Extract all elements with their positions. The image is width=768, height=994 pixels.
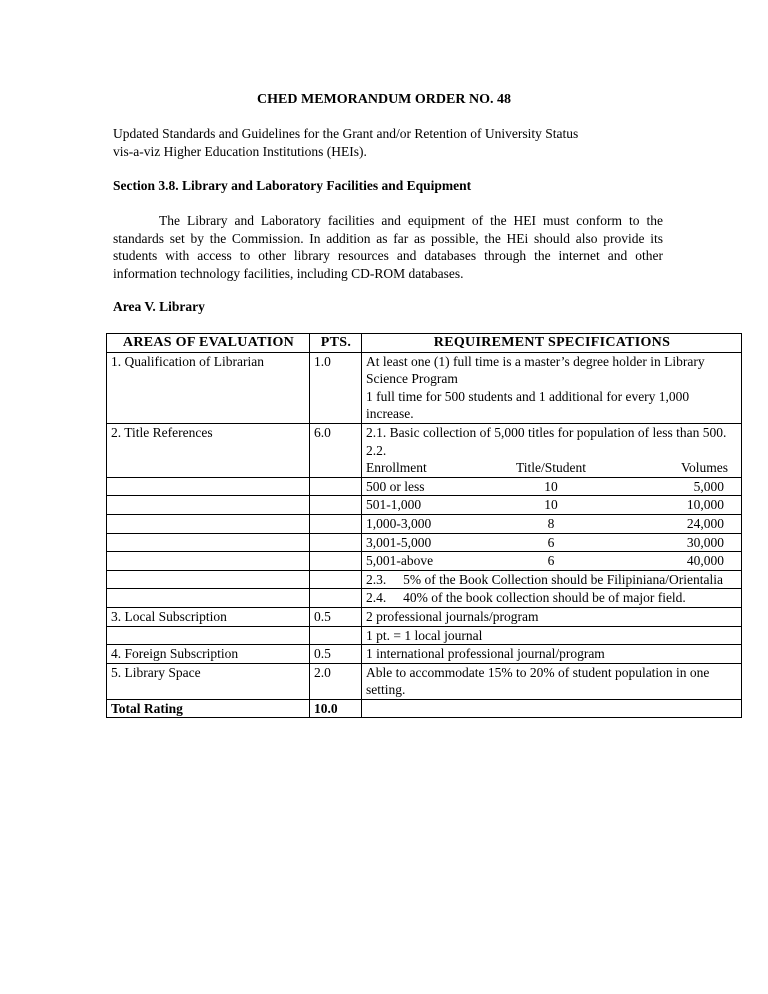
requirement-cell: 2.4. 40% of the book collection should be of major field. <box>362 589 742 608</box>
table-row <box>107 552 742 571</box>
table-row <box>107 423 742 477</box>
table-row <box>107 514 742 533</box>
volumes-value: 24,000 <box>686 515 724 531</box>
title-student-col-label: Title/Student <box>515 460 587 476</box>
requirement-cell: 2 professional journals/program <box>362 607 742 626</box>
table-row <box>107 477 742 496</box>
enrollment-row <box>366 534 738 552</box>
table-row <box>107 589 742 608</box>
enrollment-row <box>366 515 738 533</box>
table-header-row <box>107 334 742 353</box>
enrollment-value: 500 or less <box>366 478 425 494</box>
title-student-value: 6 <box>547 553 555 569</box>
header-requirements: REQUIREMENT SPECIFICATIONS <box>362 334 742 353</box>
volumes-value: 40,000 <box>686 553 724 569</box>
intro-paragraph-text: The Library and Laboratory facilities and equipment of the HEI must conform to the standards set by the Commission. In addition as far as possible, the HEi should also provide its students with access to other library resources and databases through the internet and other information technology facilities, including CD-ROM databases. <box>113 213 663 281</box>
volumes-value: 30,000 <box>686 534 724 550</box>
subtitle-line-2: vis-a-viz Higher Education Institutions (HEIs). <box>113 143 367 159</box>
requirement-cell: 1 international professional journal/program <box>362 645 742 664</box>
document-title: CHED MEMORANDUM ORDER NO. 48 <box>257 92 511 107</box>
volumes-value: 10,000 <box>686 497 724 513</box>
header-pts: PTS. <box>310 334 362 353</box>
requirement-cell: 2.3. 5% of the Book Collection should be Filipiniana/Orientalia <box>362 570 742 589</box>
pts-cell: 6.0 <box>310 423 362 477</box>
table-row <box>107 645 742 664</box>
pts-cell: 0.5 <box>310 607 362 626</box>
evaluation-table <box>106 333 742 718</box>
enrollment-value: 5,001-above <box>366 553 434 569</box>
enrollment-col-label: Enrollment <box>366 460 427 476</box>
requirement-cell: 1 pt. = 1 local journal <box>362 626 742 645</box>
requirement-line: At least one (1) full time is a master’s degree holder in Library Science Program <box>366 353 705 387</box>
document-subtitle <box>113 125 673 160</box>
pts-cell: 0.5 <box>310 645 362 664</box>
intro-paragraph <box>113 212 663 282</box>
enrollment-header <box>366 459 738 477</box>
requirement-line: 2.2. <box>366 442 387 458</box>
total-row <box>107 699 742 718</box>
section-heading: Section 3.8. Library and Laboratory Facilities and Equipment <box>113 178 472 193</box>
enrollment-value: 501-1,000 <box>366 497 422 513</box>
title-student-value: 8 <box>547 515 555 531</box>
title-student-value: 10 <box>544 478 558 494</box>
area-heading: Area V. Library <box>113 299 205 314</box>
table-row <box>107 663 742 699</box>
volumes-value: 5,000 <box>693 478 724 494</box>
pts-cell: 2.0 <box>310 663 362 699</box>
area-cell: 3. Local Subscription <box>107 607 310 626</box>
enrollment-row <box>366 496 738 514</box>
table-row <box>107 352 742 423</box>
total-pts: 10.0 <box>310 699 362 718</box>
enrollment-row <box>366 478 738 496</box>
enrollment-value: 3,001-5,000 <box>366 534 432 550</box>
area-cell: 5. Library Space <box>107 663 310 699</box>
table-row <box>107 607 742 626</box>
subtitle-line-1: Updated Standards and Guidelines for the Grant and/or Retention of University Status <box>113 126 579 141</box>
total-label: Total Rating <box>107 699 310 718</box>
table-row <box>107 570 742 589</box>
header-areas: AREAS OF EVALUATION <box>107 334 310 353</box>
requirement-line: 1 full time for 500 students and 1 additional for every 1,000 increase. <box>366 388 690 422</box>
volumes-col-label: Volumes <box>680 460 728 476</box>
pts-cell: 1.0 <box>310 352 362 423</box>
table-row <box>107 496 742 515</box>
requirement-cell <box>362 352 742 423</box>
requirement-cell: Able to accommodate 15% to 20% of student population in one setting. <box>362 663 742 699</box>
area-cell: 2. Title References <box>107 423 310 477</box>
title-student-value: 10 <box>544 497 558 513</box>
title-student-value: 6 <box>547 534 555 550</box>
requirement-line: 2.1. Basic collection of 5,000 titles for population of less than 500. <box>366 424 727 440</box>
table-row <box>107 626 742 645</box>
table-row <box>107 533 742 552</box>
requirement-cell <box>362 423 742 477</box>
area-cell: 1. Qualification of Librarian <box>107 352 310 423</box>
enrollment-row <box>366 552 738 570</box>
area-cell: 4. Foreign Subscription <box>107 645 310 664</box>
enrollment-value: 1,000-3,000 <box>366 515 432 531</box>
